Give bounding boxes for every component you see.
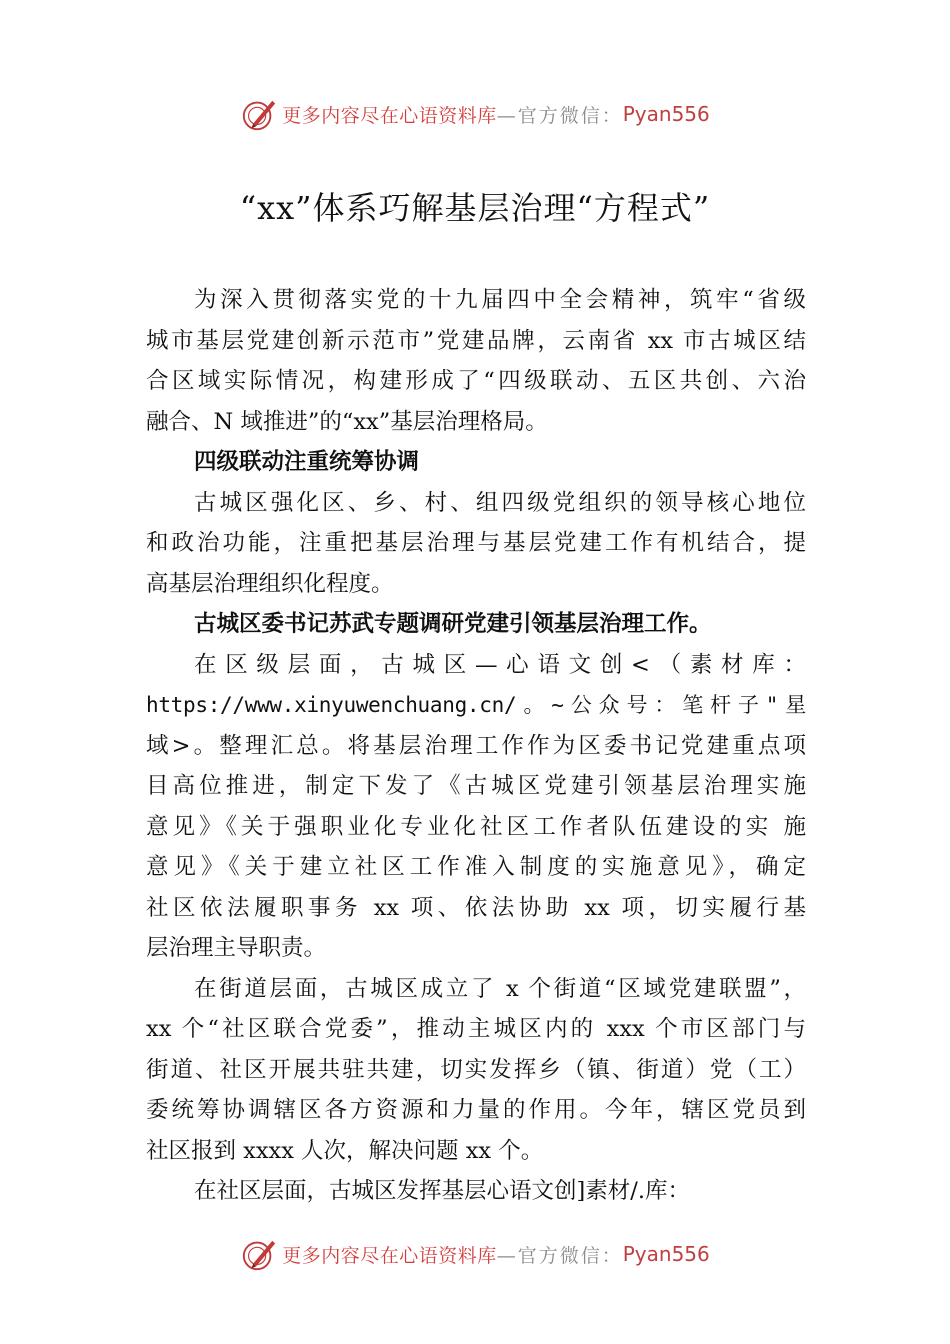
body-line: 域>。整理汇总。将基层治理工作作为区委书记党建重点项 [146,732,806,759]
banner-sub-text: —官方微信： [496,104,623,127]
document-title: “xx”体系巧解基层治理“方程式” [239,189,711,227]
photo-caption: 古城区委书记苏武专题调研党建引领基层治理工作。 [194,611,712,637]
body-line: 街道、社区开展共驻共建，切实发挥乡（镇、街道）党（工） [146,1056,806,1083]
footer-watermark-banner [0,1234,950,1274]
body-line: https://www.xinyuwenchuang.cn/。~公众号：笔杆子"星 [146,693,806,717]
body-line: 在区级层面，古城区—心语文创<（素材库： [194,651,806,678]
body-line: 和政治功能，注重把基层治理与基层党建工作有机结合，提 [146,530,806,556]
banner-main-text: 更多内容尽在心语资料库 [282,104,497,127]
banner-main-text: 更多内容尽在心语资料库 [282,1244,497,1267]
banner-wechat-handle: Pyan556 [622,102,710,126]
body-line: 委统筹协调辖区各方资源和力量的作用。今年，辖区党员到 [146,1097,806,1123]
banner-sub-text: —官方微信： [496,1244,623,1267]
body-line: 高基层治理组织化程度。 [146,570,394,597]
body-line: 社区报到 xxxx 人次，解决问题 xx 个。 [146,1137,544,1164]
body-line: 层治理主导职责。 [146,935,327,961]
pen-logo-icon [240,95,278,133]
body-line: 在街道层面，古城区成立了 x 个街道“区域党建联盟”， [194,975,806,1002]
body-line: 社区依法履职事务 xx 项、依法协助 xx 项，切实履行基 [146,894,806,921]
body-line: 意见》《关于强职业化专业化社区工作者队伍建设的实 施 [146,813,806,840]
section-heading: 四级联动注重统筹协调 [194,449,420,475]
body-line: 在社区层面，古城区发挥基层心语文创]素材/.库： [194,1178,691,1204]
document-body [146,280,806,1212]
body-line: 合区域实际情况，构建形成了“四级联动、五区共创、六治 [146,368,806,394]
body-line: 为深入贯彻落实党的十九届四中全会精神，筑牢“省级 [194,287,806,313]
header-watermark-banner [0,94,950,134]
body-line: 城市基层党建创新示范市”党建品牌，云南省 xx 市古城区结 [146,327,806,354]
body-line: 古城区强化区、乡、村、组四级党组织的领导核心地位 [194,489,806,516]
banner-wechat-handle: Pyan556 [622,1242,710,1266]
body-line: 融合、N 域推进”的“xx”基层治理格局。 [146,408,548,435]
body-line: 意见》《关于建立社区工作准入制度的实施意见》，确定 [146,854,806,880]
body-line: 目高位推进，制定下发了《古城区党建引领基层治理实施 [146,773,806,799]
pen-logo-icon [240,1235,278,1273]
body-line: xx 个“社区联合党委”，推动主城区内的 xxx 个市区部门与 [146,1016,806,1042]
